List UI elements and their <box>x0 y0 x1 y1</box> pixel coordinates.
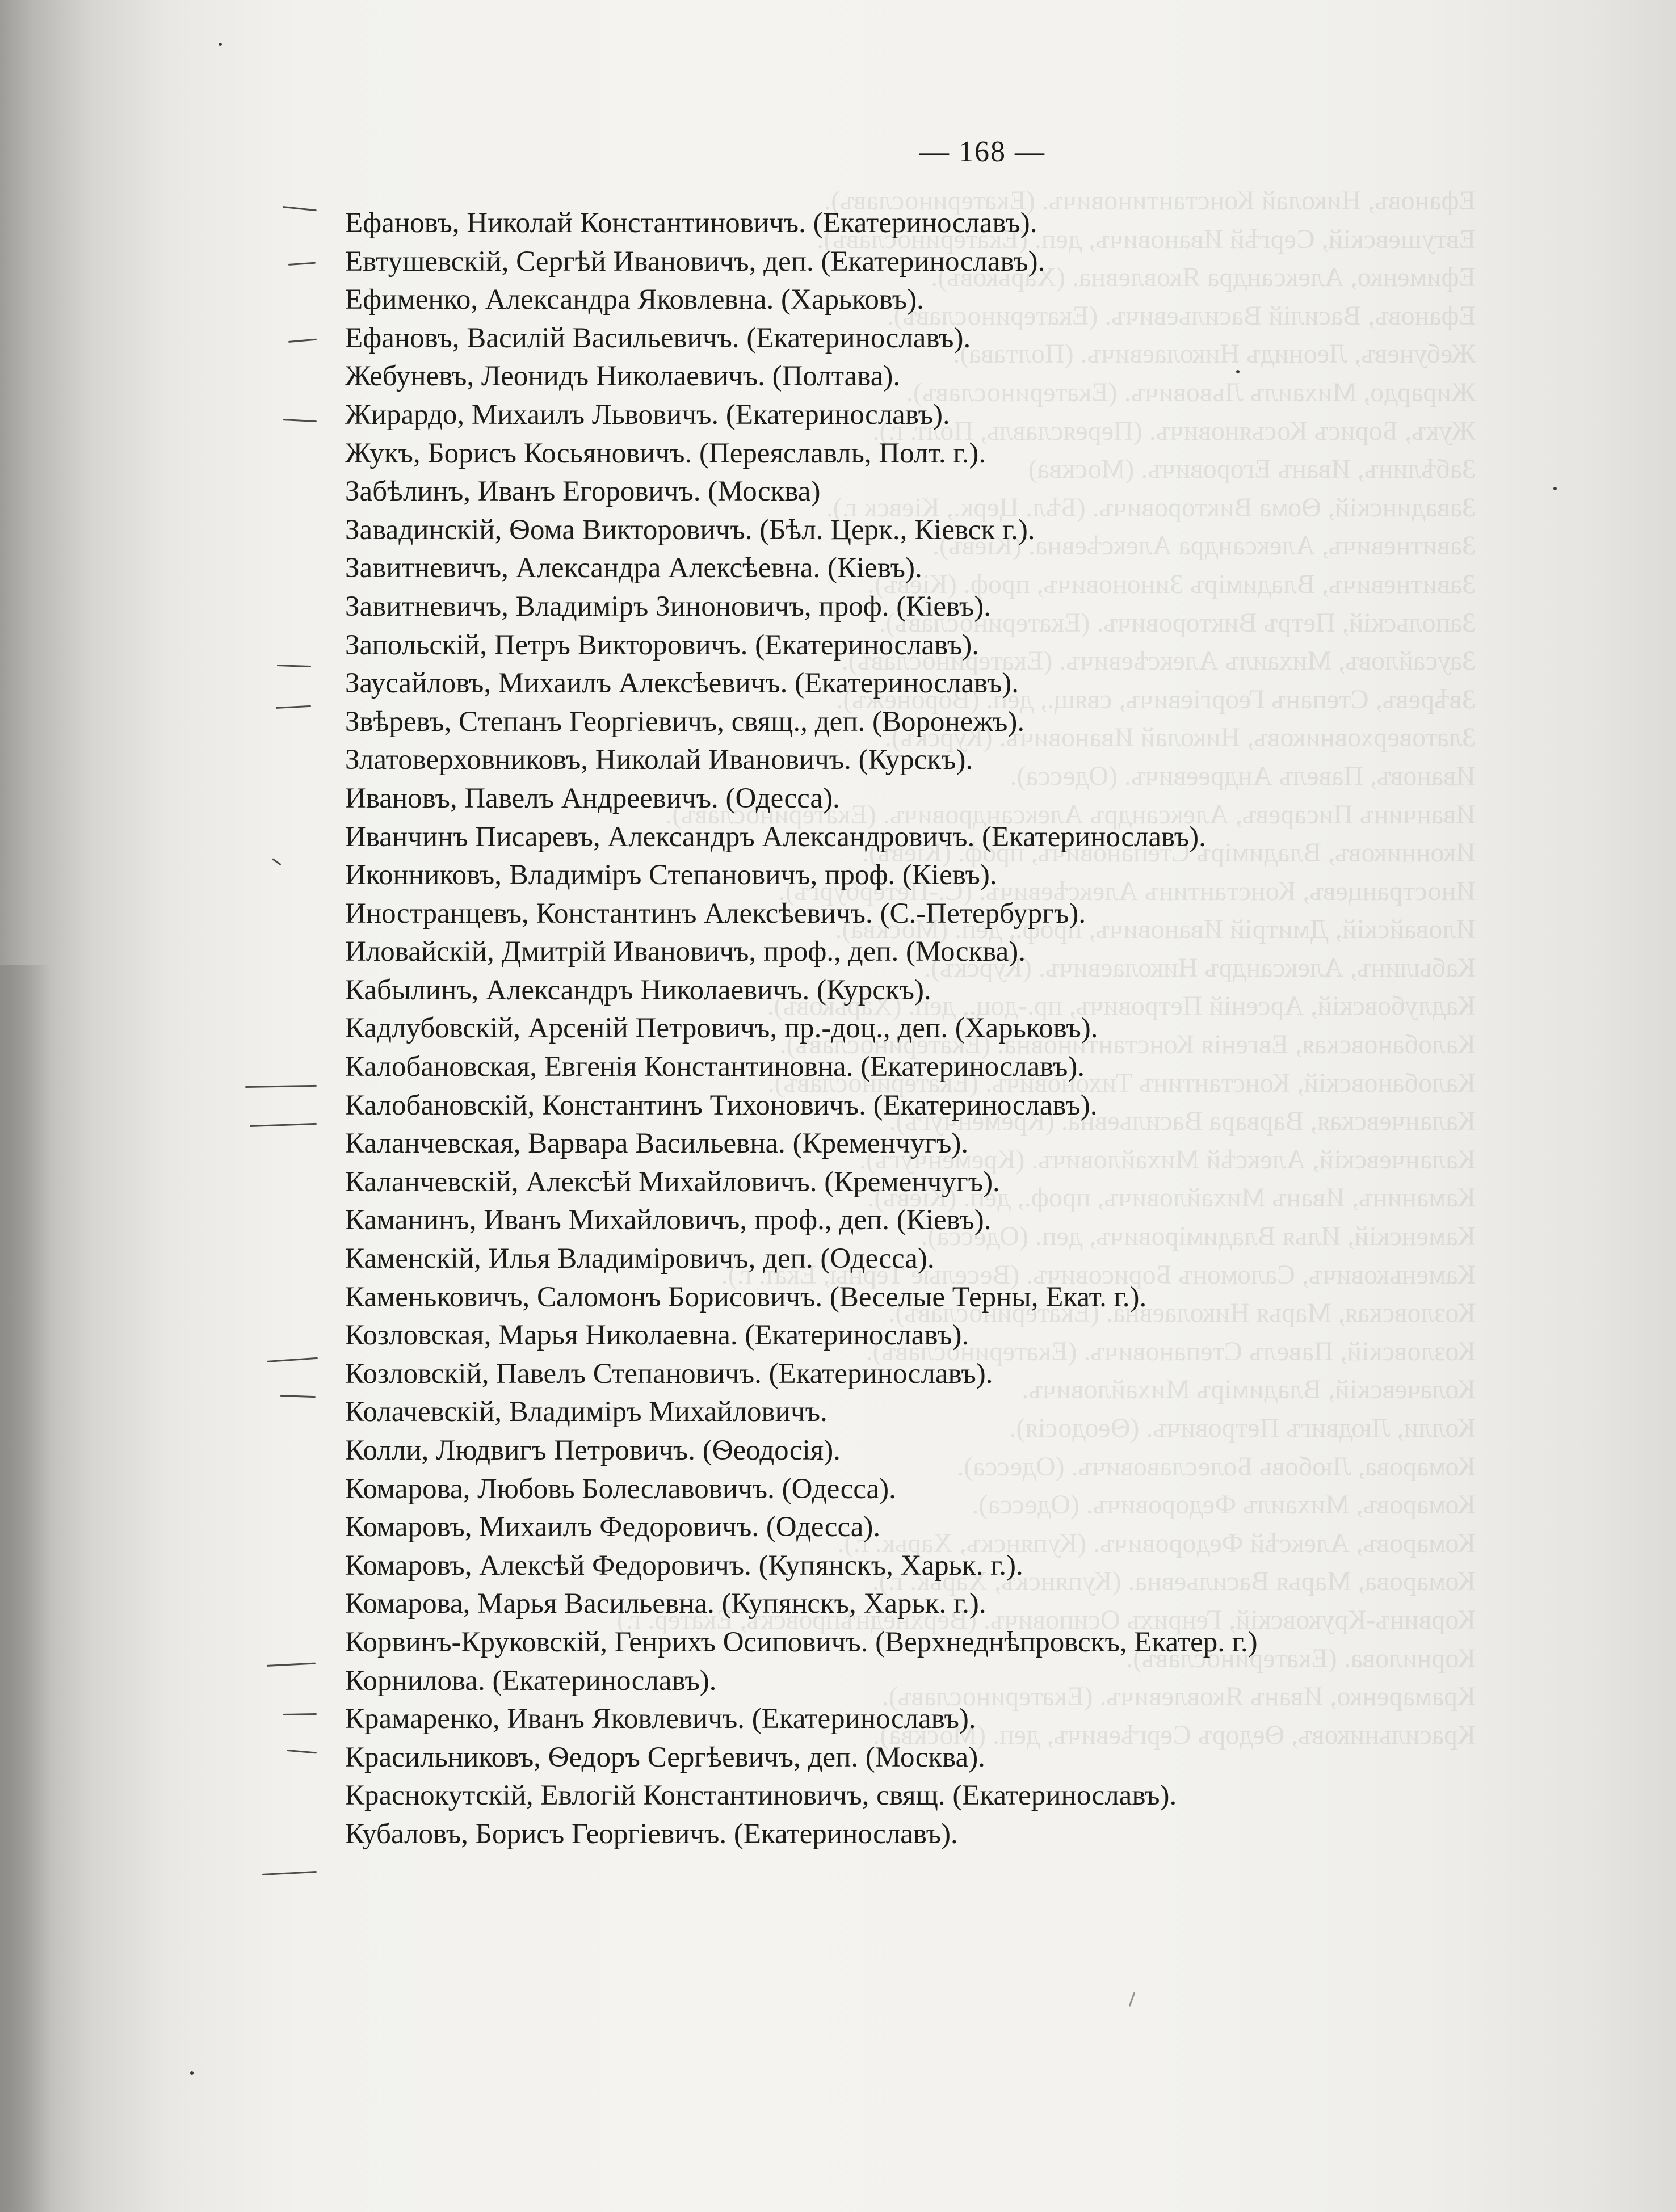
list-item: Заусайловъ, Михаилъ Алексѣевичъ. (Екатеринославъ). <box>345 667 1019 700</box>
list-item: Завитневичъ, Александра Алексѣевна. (Кіевъ). <box>345 552 922 584</box>
scan-speck <box>219 43 222 46</box>
list-item: Комарова, Марья Васильевна. (Купянскъ, Харьк. г.). <box>345 1588 986 1620</box>
list-item: Евтушевскій, Сергѣй Ивановичъ, деп. (Екатеринославъ). <box>345 245 1045 277</box>
list-item: Корнилова. (Екатеринославъ). <box>345 1664 717 1697</box>
list-item: Каланчевскій, Алексѣй Михайловичъ. (Кременчугъ). <box>345 1166 1000 1198</box>
list-item: Ивановъ, Павелъ Андреевичъ. (Одесса). <box>345 782 840 814</box>
list-item: Забѣлинъ, Иванъ Егоровичъ. (Москва) <box>345 476 821 508</box>
list-item: Каменьковичъ, Саломонъ Борисовичъ. (Веселые Терны, Екат. г.). <box>345 1281 1147 1313</box>
list-item: Иконниковъ, Владиміръ Степановичъ, проф. (Кіевъ). <box>345 859 997 891</box>
list-item: Каменскій, Илья Владиміровичъ, деп. (Одесса). <box>345 1243 935 1275</box>
list-item: Калобановская, Евгенія Константиновна. (Екатеринославъ). <box>345 1051 1085 1083</box>
list-item: Колли, Людвигъ Петровичъ. (Ѳеодосія). <box>345 1435 841 1466</box>
list-item: Кадлубовскій, Арсеній Петровичъ, пр.-доц., деп. (Харьковъ). <box>345 1012 1098 1045</box>
list-item: Краснокутскій, Евлогій Константиновичъ, свящ. (Екатеринославъ). <box>345 1780 1177 1812</box>
list-item: Комарова, Любовь Болеславовичъ. (Одесса). <box>345 1473 896 1505</box>
list-item: Запольскій, Петръ Викторовичъ. (Екатеринославъ). <box>345 629 980 661</box>
binding-shadow <box>0 965 51 2212</box>
list-item: Комаровъ, Михаилъ Федоровичъ. (Одесса). <box>345 1511 881 1544</box>
list-item: Жебуневъ, Леонидъ Николаевичъ. (Полтава). <box>345 360 901 393</box>
list-item: Завадинскій, Ѳома Викторовичъ. (Бѣл. Церк., Кіевск г.). <box>345 514 1035 546</box>
list-item: Кабылинъ, Александръ Николаевичъ. (Курскъ). <box>345 974 931 1006</box>
list-item: Калобановскій, Константинъ Тихоновичъ. (Екатеринославъ). <box>345 1089 1098 1121</box>
list-item: Ефановъ, Николай Константиновичъ. (Екатеринославъ). <box>345 207 1037 239</box>
list-item: Кубаловъ, Борисъ Георгіевичъ. (Екатеринославъ). <box>345 1818 958 1850</box>
scan-speck <box>1553 487 1557 490</box>
list-item: Ефименко, Александра Яковлевна. (Харьковъ). <box>345 284 924 316</box>
list-item: Каланчевская, Варвара Васильевна. (Кременчугъ). <box>345 1128 969 1160</box>
list-item: Звѣревъ, Степанъ Георгіевичъ, свящ., деп. (Воронежъ). <box>345 705 1025 738</box>
list-item: Крамаренко, Иванъ Яковлевичъ. (Екатеринославъ). <box>345 1703 976 1735</box>
list-item: Иванчинъ Писаревъ, Александръ Александровичъ. (Екатеринославъ). <box>345 821 1206 853</box>
list-item: Колачевскій, Владиміръ Михайловичъ. <box>345 1396 828 1428</box>
scan-speck <box>1236 370 1240 373</box>
list-item: Златоверховниковъ, Николай Ивановичъ. (Курскъ). <box>345 744 973 776</box>
list-item: Жукъ, Борисъ Косьяновичъ. (Переяславль, Полт. г.). <box>345 437 986 469</box>
scan-speck <box>190 2071 194 2075</box>
list-item: Иностранцевъ, Константинъ Алексѣевичъ. (С.-Петербургъ). <box>345 897 1086 930</box>
list-item: Комаровъ, Алексѣй Федоровичъ. (Купянскъ, Харьк. г.). <box>345 1549 1023 1582</box>
list-item: Жирардо, Михаилъ Львовичъ. (Екатеринославъ). <box>345 398 950 431</box>
list-item: Корвинъ-Круковскій, Генрихъ Осиповичъ. (Верхнеднѣпровскъ, Екатер. г.) <box>345 1626 1258 1658</box>
page-number: — 168 — <box>919 136 1045 168</box>
list-item: Иловайскій, Дмитрій Ивановичъ, проф., деп. (Москва). <box>345 936 1026 968</box>
list-item: Козловская, Марья Николаевна. (Екатеринославъ). <box>345 1319 969 1352</box>
list-item: Красильниковъ, Ѳедоръ Сергѣевичъ, деп. (Москва). <box>345 1741 985 1773</box>
list-item: Каманинъ, Иванъ Михайловичъ, проф., деп. (Кіевъ). <box>345 1204 992 1237</box>
entry-list <box>345 204 1594 1854</box>
list-item: Завитневичъ, Владиміръ Зиноновичъ, проф. (Кіевъ). <box>345 590 991 623</box>
list-item: Ефановъ, Василій Васильевичъ. (Екатеринославъ). <box>345 322 971 354</box>
list-item: Козловскій, Павелъ Степановичъ. (Екатеринославъ). <box>345 1357 993 1390</box>
